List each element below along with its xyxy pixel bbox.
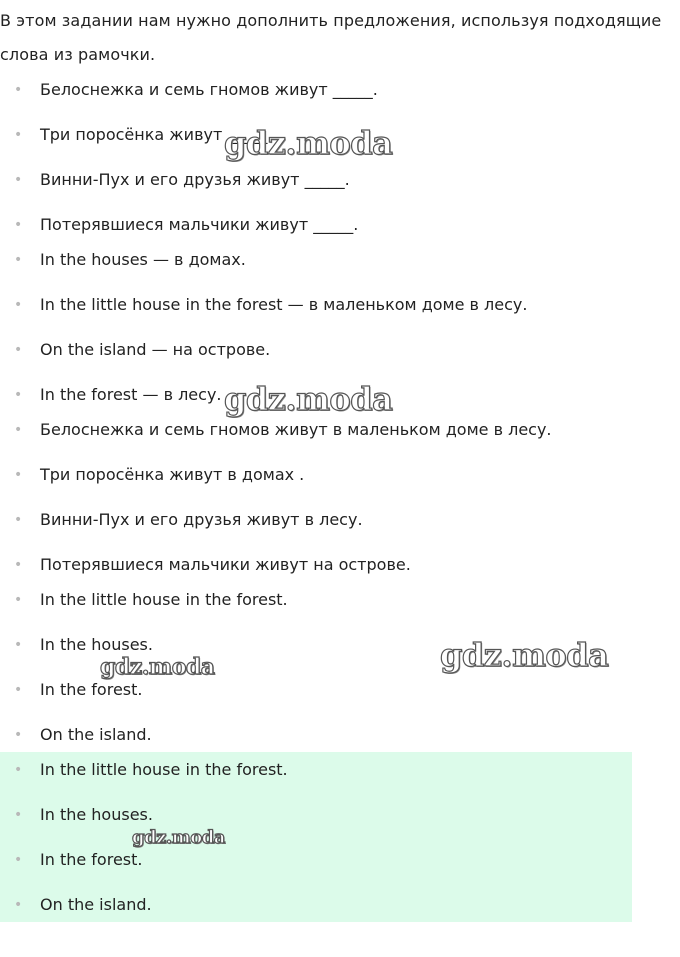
list-item-text: Потерявшиеся мальчики живут на острове. [40,555,411,574]
watermark-logo: gdz.moda [440,636,609,674]
list-item-text: On the island — на острове. [40,340,271,359]
watermark-logo: gdz.moda [100,654,215,680]
bullet-icon: • [14,897,23,913]
bullet-icon: • [14,387,23,403]
bullet-icon: • [14,82,23,98]
list-item-text: Три поросёнка живут в домах . [40,465,305,484]
bullet-icon: • [14,467,23,483]
list-item-text: Винни-Пух и его друзья живут в лесу. [40,510,363,529]
bullet-icon: • [14,172,23,188]
list-item-text: On the island. [40,895,152,914]
bullet-icon: • [14,682,23,698]
list-item-text: In the little house in the forest. [40,760,288,779]
bullet-icon: • [14,762,23,778]
watermark-logo: gdz.moda [224,380,393,418]
list-item-text: In the houses. [40,635,153,654]
bullet-icon: • [14,422,23,438]
bullet-icon: • [14,727,23,743]
bullet-icon: • [14,217,23,233]
list-item-text: On the island. [40,725,152,744]
list-item-text: Три поросёнка живут _____. [40,125,273,144]
list-item-text: Белоснежка и семь гномов живут _____. [40,80,378,99]
bullet-icon: • [14,252,23,268]
list-item-text: Винни-Пух и его друзья живут _____. [40,170,350,189]
list-item-text: In the forest. [40,850,143,869]
list-item-text: In the forest. [40,680,143,699]
bullet-icon: • [14,592,23,608]
watermark-logo: gdz.moda [132,827,225,848]
bullet-icon: • [14,297,23,313]
bullet-icon: • [14,637,23,653]
bullet-icon: • [14,512,23,528]
list-item-text: In the houses — в домах. [40,250,246,269]
list-item-text: Белоснежка и семь гномов живут в маленьком доме в лесу. [40,420,552,439]
list-item-text: In the little house in the forest — в маленьком доме в лесу. [40,295,528,314]
bullet-icon: • [14,557,23,573]
bullet-icon: • [14,127,23,143]
watermark-logo: gdz.moda [224,124,393,162]
list-item-text: In the little house in the forest. [40,590,288,609]
bullet-icon: • [14,807,23,823]
list-item-text: In the forest — в лесу. [40,385,222,404]
bullet-icon: • [14,342,23,358]
list-item-text: Потерявшиеся мальчики живут _____. [40,215,359,234]
list-item-text: In the houses. [40,805,153,824]
bullet-icon: • [14,852,23,868]
intro-text: В этом задании нам нужно дополнить предложения, используя подходящие слова из рамочки. [0,11,662,64]
